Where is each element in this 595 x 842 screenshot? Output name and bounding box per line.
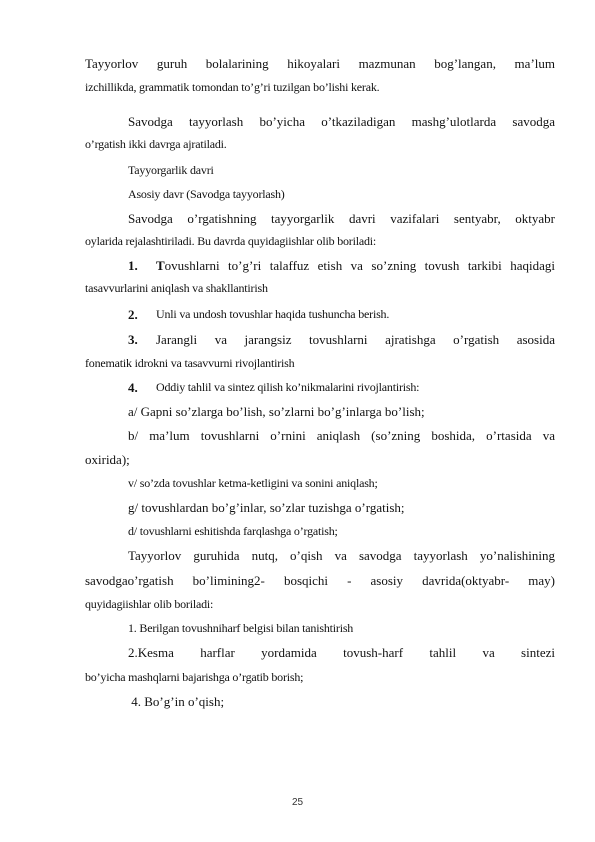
list-item-number: 3. — [128, 332, 138, 347]
paragraph-line: fonematik idrokni va tasavvurni rivojlantirish — [85, 356, 295, 370]
paragraph-line: o’rgatish ikki davrga ajratiladi. — [85, 137, 227, 151]
list-item-number: 1. — [128, 258, 138, 273]
list-item-text: Oddiy tahlil va sintez qilish ko’nikmalarini rivojlantirish: — [156, 380, 420, 394]
paragraph-line: oxirida); — [85, 452, 130, 467]
paragraph-line: v/ so’zda tovushlar ketma-ketligini va sonini aniqlash; — [128, 476, 378, 490]
paragraph-line: quyidagiishlar olib boriladi: — [85, 597, 214, 611]
paragraph-line: tasavvurlarini aniqlash va shakllantirish — [85, 281, 268, 295]
paragraph-line: Tayyorlov guruhida nutq, o’qish va savodga tayyorlash yo’nalishining — [128, 548, 555, 563]
list-item-initial: T — [156, 258, 165, 273]
paragraph-line: Tayyorlov guruh bolalarining hikoyalari mazmunan bog’langan, ma’lum — [85, 56, 555, 71]
paragraph-line: izchillikda, grammatik tomondan to’g’ri tuzilgan bo’lishi kerak. — [85, 80, 380, 94]
paragraph-line: 4. Bo’g’in o’qish; — [128, 694, 225, 709]
paragraph-line: oylarida rejalashtiriladi. Bu davrda quyidagiishlar olib boriladi: — [85, 234, 377, 248]
paragraph-line: Asosiy davr (Savodga tayyorlash) — [128, 187, 285, 201]
paragraph-line: Savodga tayyorlash bo’yicha o’tkaziladigan mashg’ulotlarda savodga — [128, 114, 555, 129]
list-item-text-rest: ovushlarni to’g’ri talaffuz etish va so’zning tovush tarkibi haqidagi — [164, 258, 555, 273]
list-item-number: 2. — [128, 307, 138, 322]
page-number: 25 — [291, 797, 304, 808]
paragraph-line: g/ tovushlardan bo’g’inlar, so’zlar tuzishga o’rgatish; — [128, 500, 405, 515]
paragraph-line: bo’yicha mashqlarni bajarishga o’rgatib borish; — [85, 670, 304, 684]
paragraph-line: b/ ma’lum tovushlarni o’rnini aniqlash (so’zning boshida, o’rtasida va — [128, 428, 555, 443]
paragraph-line: 1. Berilgan tovushniharf belgisi bilan tanishtirish — [128, 621, 354, 635]
list-item-text: Jarangli va jarangsiz tovushlarni ajratishga o’rgatish asosida — [156, 332, 555, 347]
list-item-number: 4. — [128, 380, 138, 395]
paragraph-line: 2.Kesma harflar yordamida tovush-harf tahlil va sintezi — [128, 645, 555, 660]
list-item-text: Unli va undosh tovushlar haqida tushuncha berish. — [156, 307, 390, 321]
list-item-text — [156, 258, 555, 273]
paragraph-line: a/ Gapni so’zlarga bo’lish, so’zlarni bo’g’inlarga bo’lish; — [128, 404, 425, 419]
paragraph-line: d/ tovushlarni eshitishda farqlashga o’rgatish; — [128, 524, 338, 538]
paragraph-line: Savodga o’rgatishning tayyorgarlik davri vazifalari sentyabr, oktyabr — [128, 211, 555, 226]
paragraph-line: Tayyorgarlik davri — [128, 163, 214, 177]
paragraph-line: savodgao’rgatish bo’limining2- bosqichi - asosiy davrida(oktyabr- may) — [85, 573, 555, 588]
